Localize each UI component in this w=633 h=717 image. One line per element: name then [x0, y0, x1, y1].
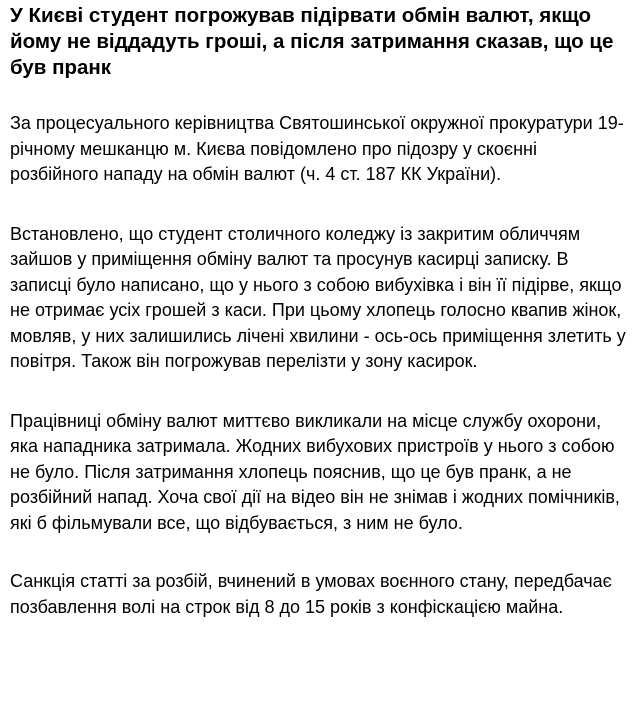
article-headline: У Києві студент погрожував підірвати обмін валют, якщо йому не віддадуть гроші, а після затримання сказав, що це був пранк: [10, 4, 614, 79]
article-paragraph-suspicion: За процесуального керівництва Святошинської окружної прокуратури 19-річному мешканцю м. Києва повідомлено про підозру у скоєнні розбійного нападу на обмін валют (ч. 4 ст. 187 КК України).: [10, 113, 624, 184]
article-paragraph-sanction: Санкція статті за розбій, вчинений в умовах воєнного стану, передбачає позбавлення волі на строк від 8 до 15 років з конфіскацією майна.: [10, 571, 612, 617]
article: [10, 3, 628, 620]
article-paragraph-detention: Працівниці обміну валют миттєво викликали на місце службу охорони, яка нападника затримала. Жодних вибухових пристроїв у нього з собою не було. Після затримання хлопець пояснив, що це був пранк, а не розбійний напад. Хоча свої дії на відео він не знімав і жодних помічників, які б фільмували все, що відбувається, з ним не було.: [10, 410, 620, 533]
article-paragraph-incident: Встановлено, що студент столичного коледжу із закритим обличчям зайшов у приміщення обміну валют та просунув касирці записку. В записці було написано, що у нього з собою вибухівка і він її підірве, якщо не отримає усіх грошей з каси. При цьому хлопець голосно квапив жінок, мовляв, у них залишились лічені хвилини - ось-ось приміщення злетить у повітря. Також він погрожував перелізти у зону касирок.: [10, 223, 626, 371]
